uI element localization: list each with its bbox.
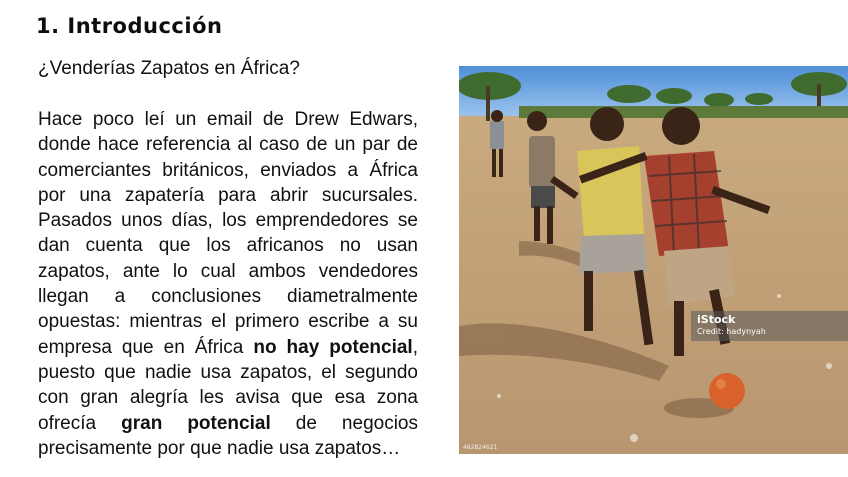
football (709, 373, 745, 409)
photo-id: 462824621 (463, 444, 498, 451)
paragraph-text-3: de negocios precisamente por que nadie usa zapatos… (38, 412, 418, 459)
paragraph-bold-no-potential: no hay potencial (253, 336, 413, 358)
photo-credit: Credit: hadynyah (697, 327, 766, 336)
paragraph-text-2: , puesto que nadie usa zapatos, el segundo con gran alegría les avisa que esa zona ofrecía (38, 336, 418, 434)
paragraph-text-1: Hace poco leí un email de Drew Edwars, donde hace referencia al caso de un par de comerciantes británicos, enviados a África por una zapatería para abrir sucursales. Pasados unos días, los emprendedores se dan cuenta que los africanos no usan zapatos, ante lo cual ambos vendedores llegan a conclusiones diametralmente opuestas: mientras el primero escribe a su empresa que en África (38, 109, 418, 358)
paragraph-bold-gran-potencial: gran potencial (121, 412, 271, 434)
photo-illustration (459, 66, 848, 454)
photo-children-playing-football (459, 66, 848, 454)
slide-subtitle: ¿Venderías Zapatos en África? (38, 58, 300, 79)
slide-title: 1. Introducción (36, 14, 223, 38)
istock-logo: iStock (697, 313, 736, 326)
body-paragraph (38, 107, 418, 461)
istock-watermark (691, 311, 848, 341)
